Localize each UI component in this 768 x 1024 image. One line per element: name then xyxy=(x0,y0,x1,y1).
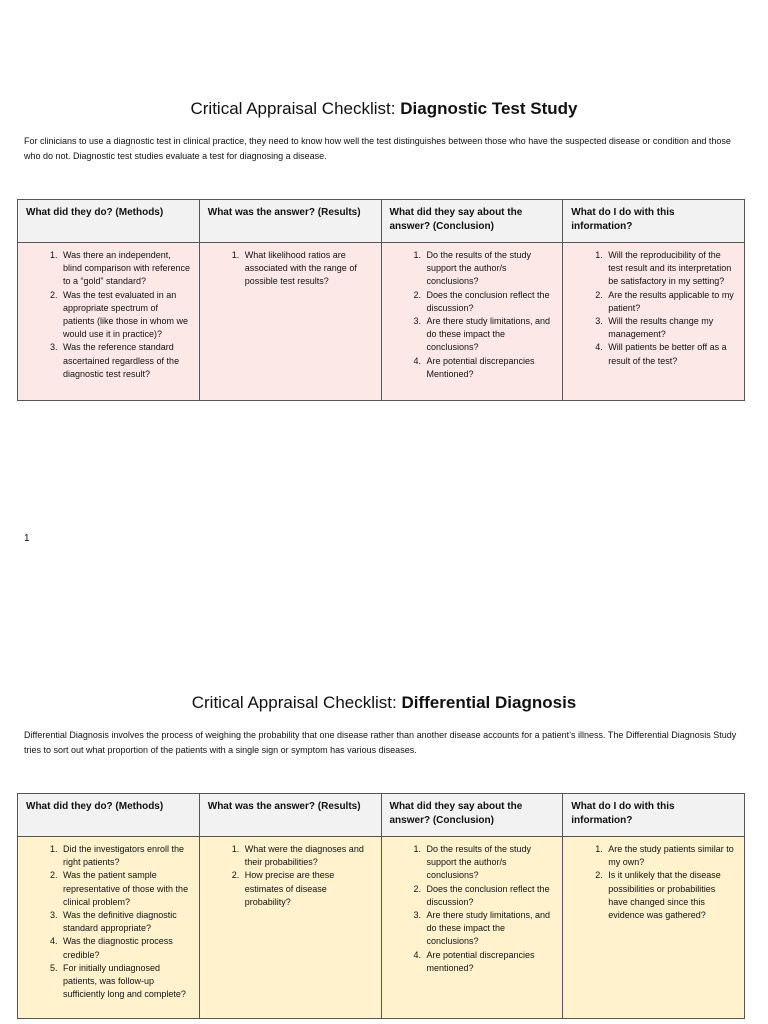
list-item: 3. Will the results change my management? xyxy=(605,315,736,341)
section-1-title-prefix: Critical Appraisal Checklist: xyxy=(190,99,396,118)
header-methods: What did they do? (Methods) xyxy=(18,794,200,837)
list-item: 1. Do the results of the study support the author/s conclusions? xyxy=(424,843,555,883)
cell-methods xyxy=(18,243,200,401)
table-row xyxy=(18,837,745,1019)
list-item: 1. Will the reproducibility of the test result and its interpretation be satisfactory in my setting? xyxy=(605,249,736,289)
header-results: What was the answer? (Results) xyxy=(199,794,381,837)
question-list xyxy=(26,843,191,1001)
question-list xyxy=(571,843,736,922)
question-list xyxy=(390,249,555,381)
list-item: 3. Are there study limitations, and do these impact the conclusions? xyxy=(424,315,555,355)
list-item: 2. Are the results applicable to my patient? xyxy=(605,289,736,315)
list-item: 3. Was the reference standard ascertained regardless of the diagnostic test result? xyxy=(60,341,191,381)
cell-results xyxy=(199,243,381,401)
list-item: 1. What likelihood ratios are associated with the range of possible test results? xyxy=(242,249,373,289)
question-list xyxy=(208,843,373,909)
section-2-table xyxy=(17,793,745,1019)
header-conclusion: What did they say about the answer? (Conclusion) xyxy=(381,200,563,243)
list-item: 3. Are there study limitations, and do these impact the conclusions? xyxy=(424,909,555,949)
header-methods: What did they do? (Methods) xyxy=(18,200,200,243)
cell-results xyxy=(199,837,381,1019)
section-2-title-bold: Differential Diagnosis xyxy=(401,693,577,712)
list-item: 2. How precise are these estimates of disease probability? xyxy=(242,869,373,909)
header-conclusion: What did they say about the answer? (Conclusion) xyxy=(381,794,563,837)
cell-application xyxy=(563,837,745,1019)
list-item: 2. Does the conclusion reflect the discussion? xyxy=(424,289,555,315)
list-item: 1. Did the investigators enroll the right patients? xyxy=(60,843,191,869)
list-item: 3. Was the definitive diagnostic standard appropriate? xyxy=(60,909,191,935)
list-item: 5. For initially undiagnosed patients, was follow-up sufficiently long and complete? xyxy=(60,962,191,1002)
list-item: 2. Was the test evaluated in an appropriate spectrum of patients (like those in whom we would use it in practice)? xyxy=(60,289,191,342)
question-list xyxy=(390,843,555,975)
list-item: 1. Are the study patients similar to my own? xyxy=(605,843,736,869)
header-results: What was the answer? (Results) xyxy=(199,200,381,243)
section-2-title xyxy=(0,693,768,713)
table-row xyxy=(18,243,745,401)
section-1-table xyxy=(17,199,745,401)
section-1-title xyxy=(0,99,768,119)
cell-conclusion xyxy=(381,243,563,401)
header-application: What do I do with this information? xyxy=(563,794,745,837)
question-list xyxy=(571,249,736,368)
list-item: 4. Will patients be better off as a result of the test? xyxy=(605,341,736,367)
section-1-title-bold: Diagnostic Test Study xyxy=(400,99,578,118)
table-header-row xyxy=(18,794,745,837)
section-2-title-prefix: Critical Appraisal Checklist: xyxy=(191,693,397,712)
question-list xyxy=(26,249,191,381)
list-item: 2. Does the conclusion reflect the discussion? xyxy=(424,883,555,909)
cell-conclusion xyxy=(381,837,563,1019)
list-item: 1. What were the diagnoses and their probabilities? xyxy=(242,843,373,869)
page-number: 1 xyxy=(24,533,30,544)
list-item: 2. Is it unlikely that the disease possibilities or probabilities have changed since this evidence was gathered? xyxy=(605,869,736,922)
list-item: 4. Are potential discrepancies Mentioned? xyxy=(424,355,555,381)
header-application: What do I do with this information? xyxy=(563,200,745,243)
list-item: 1. Do the results of the study support the author/s conclusions? xyxy=(424,249,555,289)
list-item: 2. Was the patient sample representative of those with the clinical problem? xyxy=(60,869,191,909)
cell-application xyxy=(563,243,745,401)
cell-methods xyxy=(18,837,200,1019)
section-2-intro: Differential Diagnosis involves the process of weighing the probability that one disease rather than another disease accounts for a patient’s illness. The Differential Diagnosis Study tries to sort out what proportion of the patients with a single sign or symptom has various diseases. xyxy=(24,730,737,755)
list-item: 4. Are potential discrepancies mentioned? xyxy=(424,949,555,975)
list-item: 4. Was the diagnostic process credible? xyxy=(60,935,191,961)
list-item: 1. Was there an independent, blind comparison with reference to a “gold” standard? xyxy=(60,249,191,289)
section-1-intro: For clinicians to use a diagnostic test in clinical practice, they need to know how well the test distinguishes between those who have the suspected disease or condition and those who do not. Diagnostic test studies evaluate a test for diagnosing a disease. xyxy=(24,136,731,161)
table-header-row xyxy=(18,200,745,243)
question-list xyxy=(208,249,373,289)
